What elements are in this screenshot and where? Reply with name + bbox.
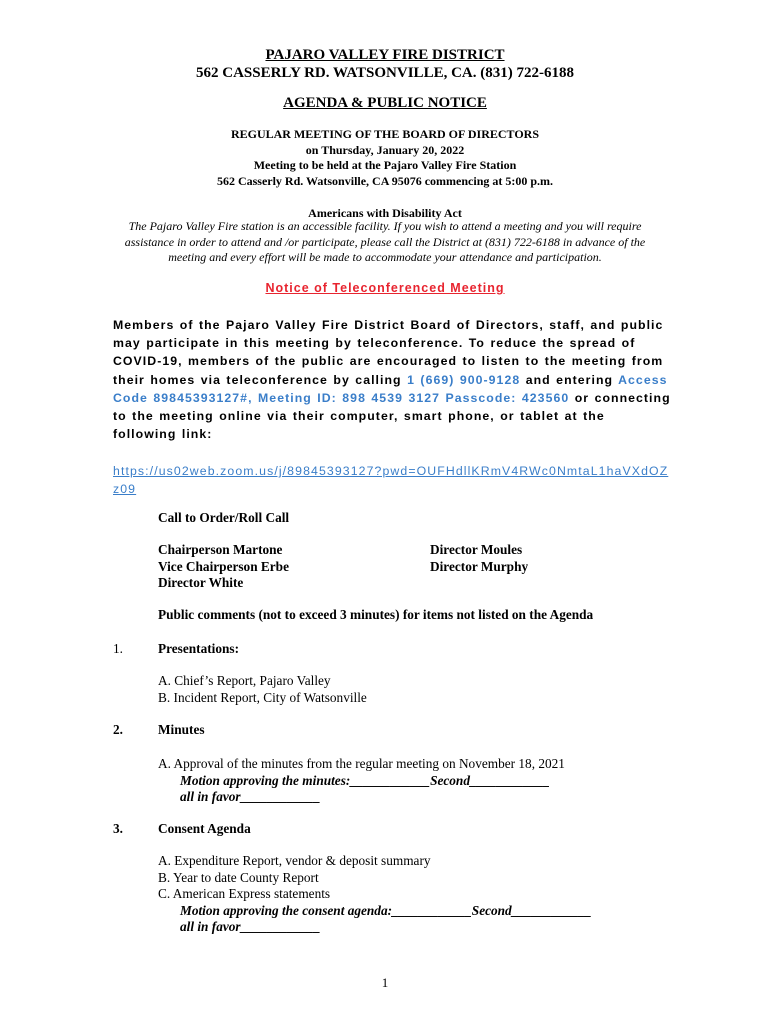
org-name: PAJARO VALLEY FIRE DISTRICT xyxy=(265,47,505,63)
list-item: B. Year to date County Report xyxy=(158,869,319,885)
org-address: 562 CASSERLY RD. WATSONVILLE, CA. (831) 722-6188 xyxy=(196,65,574,81)
meeting-line-4: 562 Casserly Rd. Watsonville, CA 95076 commencing at 5:00 p.m. xyxy=(216,174,554,189)
member-name: Director Murphy xyxy=(430,558,529,574)
ada-title: Americans with Disability Act xyxy=(308,206,462,220)
member-name: Vice Chairperson Erbe xyxy=(158,558,289,574)
meeting-line-3: Meeting to be held at the Pajaro Valley Fire Station xyxy=(253,158,517,173)
list-item: A. Expenditure Report, vendor & deposit summary xyxy=(158,853,431,868)
roll-call-title: Call to Order/Roll Call xyxy=(158,510,290,525)
page-number: 1 xyxy=(381,975,389,990)
section-1-items xyxy=(158,673,367,706)
list-item: C. American Express statements xyxy=(158,886,331,901)
list-item: B. Incident Report, City of Watsonville xyxy=(158,689,367,705)
member-name: Director White xyxy=(158,575,244,590)
tele-phone: 1 (669) 900-9128 xyxy=(407,372,521,387)
member-name: Chairperson Martone xyxy=(158,542,283,557)
section-number: 3. xyxy=(113,821,123,836)
list-item: A. Chief’s Report, Pajaro Valley xyxy=(158,673,331,688)
meeting-info xyxy=(0,127,770,190)
motion-line: Motion approving the minutes:____________Second____________ xyxy=(180,772,550,788)
meeting-line-1: REGULAR MEETING OF THE BOARD OF DIRECTORS xyxy=(230,127,540,141)
member-name: Director Moules xyxy=(430,542,523,557)
roll-call-left xyxy=(158,542,289,592)
motion-line: all in favor____________ xyxy=(180,919,321,934)
list-item: A. Approval of the minutes from the regular meeting on November 18, 2021 xyxy=(158,756,565,771)
zoom-link[interactable]: https://us02web.zoom.us/j/89845393127?pwd=OUFHdllKRmV4RWc0NmtaL1haVXdOZz09 xyxy=(113,464,669,497)
section-title-presentations: Presentations: xyxy=(158,641,240,656)
section-title-minutes: Minutes xyxy=(158,722,205,737)
teleconference-title: Notice of Teleconferenced Meeting xyxy=(265,281,505,295)
section-number: 2. xyxy=(113,722,123,737)
meeting-line-2: on Thursday, January 20, 2022 xyxy=(305,142,465,157)
motion-line: Motion approving the consent agenda:____________Second____________ xyxy=(180,902,592,918)
letterhead xyxy=(0,46,770,82)
agenda-title: AGENDA & PUBLIC NOTICE xyxy=(283,95,487,111)
tele-text-1: Members of the Pajaro Valley Fire District Board of Directors, staff, and public may participate in this meeting by teleconference. To reduce the spread of COVID-19, members of the public are encouraged to listen to the meeting from their homes via teleconference by calling xyxy=(113,318,664,387)
teleconference-body xyxy=(113,316,673,443)
ada-text: The Pajaro Valley Fire station is an accessible facility. If you wish to attend a meeting and you will require assistance in order to attend and /or participate, please call the District at (831) 722-6188 in advance of the meeting and every effort will be made to accommodate your attendance and participation. xyxy=(124,219,646,265)
tele-text-3: or connecting to the meeting online via their computer, smart phone, or tablet at the following link: xyxy=(113,390,671,442)
public-comments: Public comments (not to exceed 3 minutes) for items not listed on the Agenda xyxy=(158,607,594,622)
tele-text-2: and entering xyxy=(520,372,619,387)
tele-access-code: Access Code 89845393127#, Meeting ID: 898 4539 3127 Passcode: 423560 xyxy=(113,372,668,405)
section-2-items xyxy=(158,756,565,806)
section-number: 1. xyxy=(113,641,123,656)
roll-call-right xyxy=(430,542,528,575)
motion-line: all in favor____________ xyxy=(180,789,321,804)
section-3-items xyxy=(158,853,591,936)
section-title-consent-agenda: Consent Agenda xyxy=(158,821,251,836)
